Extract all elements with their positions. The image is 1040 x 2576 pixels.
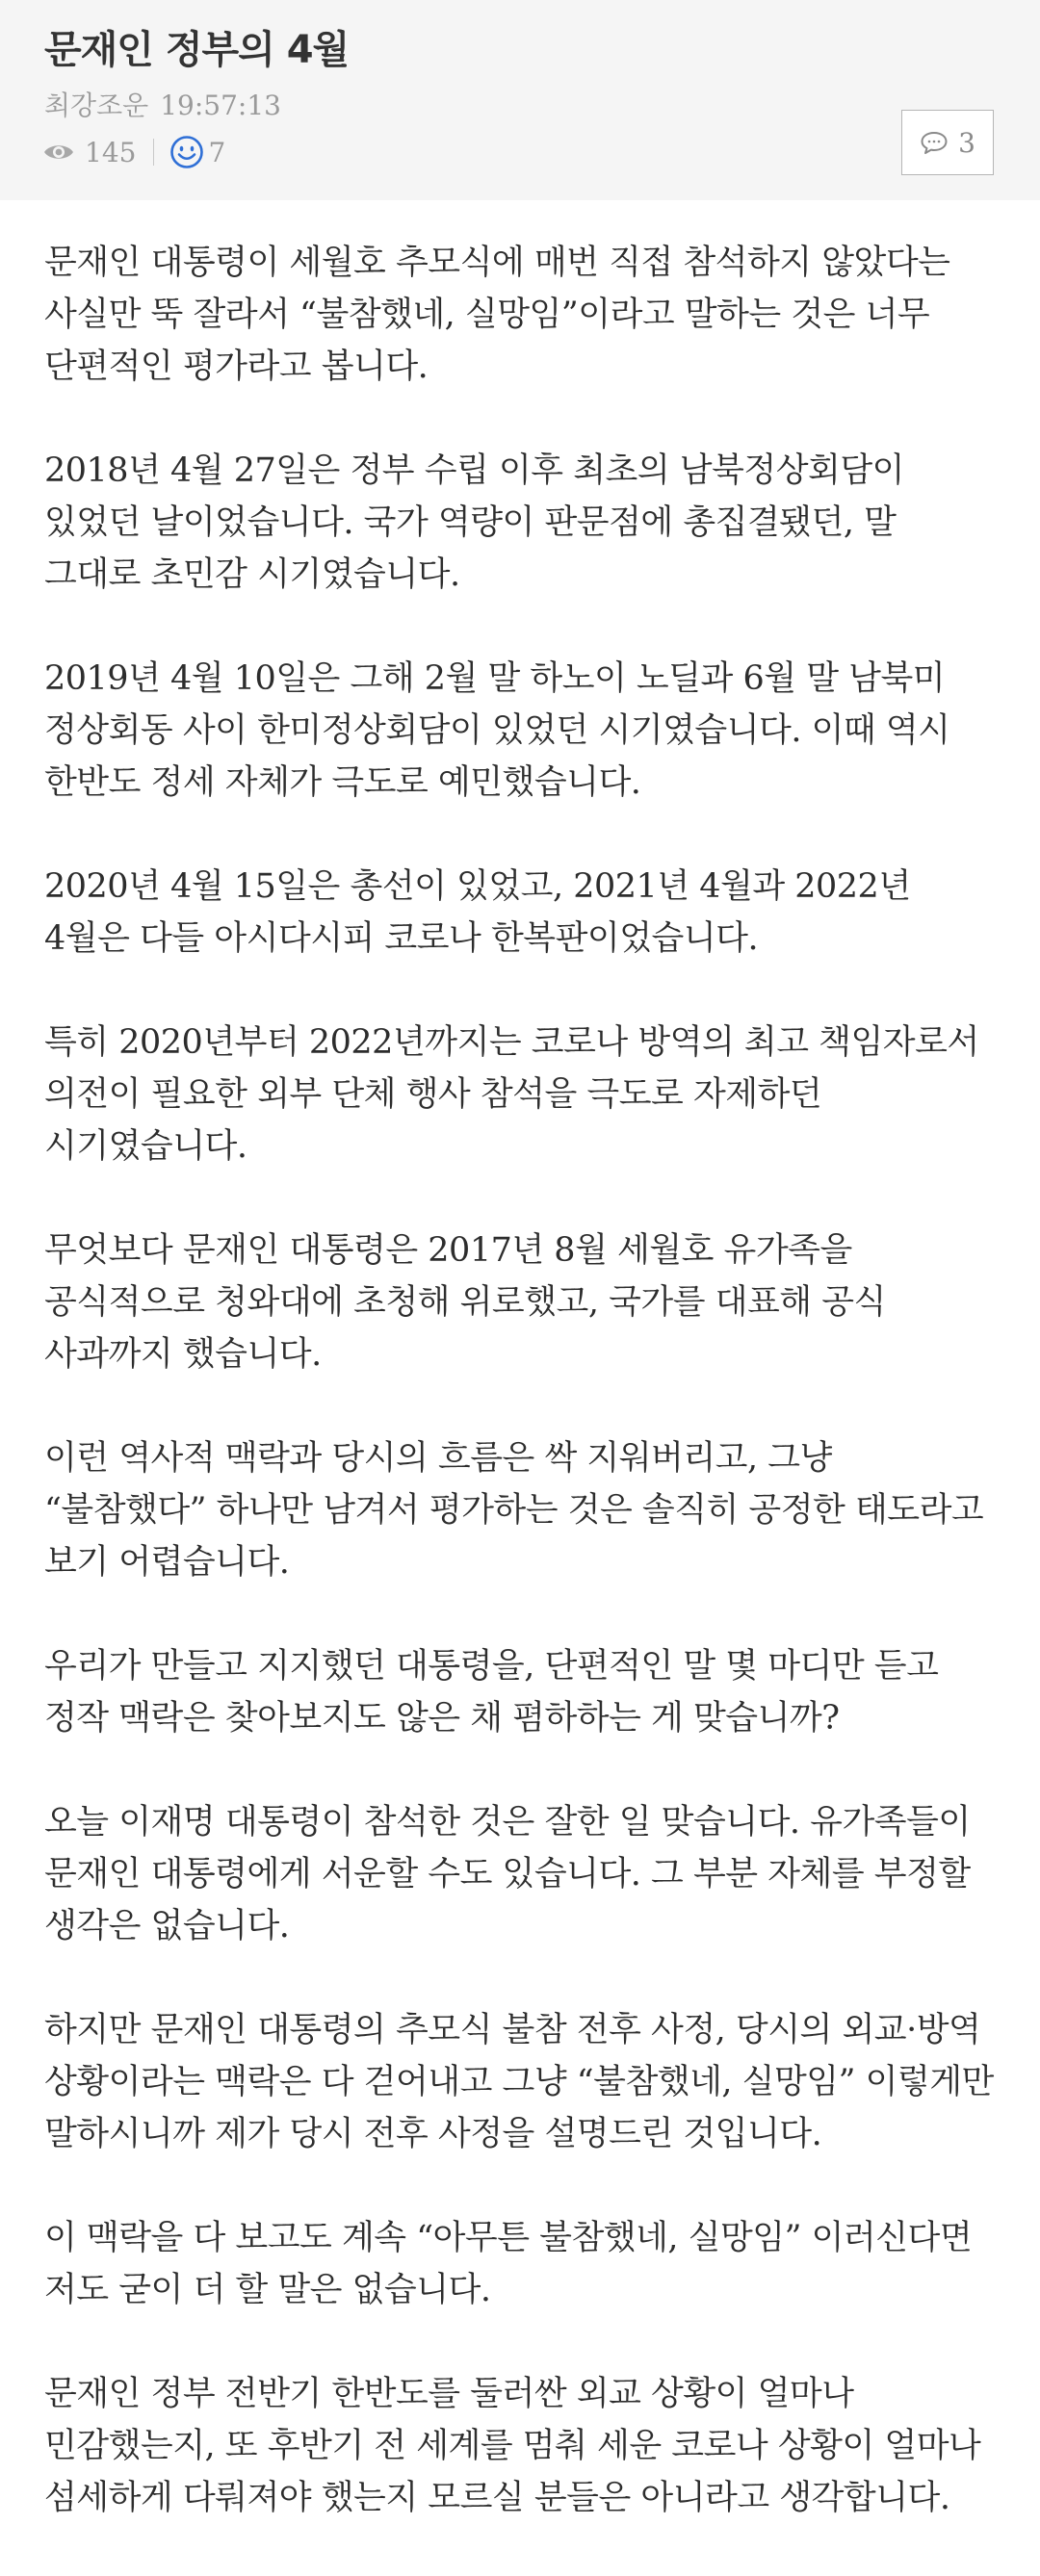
like-count: 7 [208, 136, 226, 168]
body-paragraph: 오늘 이재명 대통령이 참석한 것은 잘한 일 맞습니다. 유가족들이 문재인 대통령에게 서운할 수도 있습니다. 그 부분 자체를 부정할 생각은 없습니다. [44, 1803, 971, 1945]
smile-icon[interactable] [169, 135, 204, 169]
post-title: 문재인 정부의 4월 [44, 28, 350, 72]
eye-icon [42, 142, 75, 163]
body-paragraph: 우리가 만들고 지지했던 대통령을, 단편적인 말 몇 마디만 듣고 정작 맥락은 찾아보지도 않은 채 폄하하는 게 맞습니까? [44, 1647, 939, 1738]
post-body [44, 237, 998, 2576]
stats-divider [153, 139, 154, 166]
body-paragraph: 이 맥락을 다 보고도 계속 “아무튼 불참했네, 실망임” 이러신다면 저도 굳이 더 할 말은 없습니다. [44, 2219, 973, 2309]
body-paragraph: 무엇보다 문재인 대통령은 2017년 8월 세월호 유가족을 공식적으로 청와대에 초청해 위로했고, 국가를 대표해 공식 사과까지 했습니다. [44, 1231, 886, 1374]
body-paragraph: 2018년 4월 27일은 정부 수립 이후 최초의 남북정상회담이 있었던 날이었습니다. 국가 역량이 판문점에 총집결됐던, 말 그대로 초민감 시기였습니다. [44, 451, 904, 594]
body-paragraph: 2019년 4월 10일은 그해 2월 말 하노이 노딜과 6월 말 남북미 정상회동 사이 한미정상회담이 있었던 시기였습니다. 이때 역시 한반도 정세 자체가 극도로 예민했습니다. [44, 659, 950, 802]
speech-bubble-icon [920, 130, 949, 155]
comment-count-button[interactable] [901, 110, 994, 175]
view-count: 145 [85, 136, 137, 168]
body-paragraph: 하지만 문재인 대통령의 추모식 불참 전후 사정, 당시의 외교·방역 상황이라는 맥락은 다 걷어내고 그냥 “불참했네, 실망임” 이렇게만 말하시니까 제가 당시 전후 사정을 설명드린 것입니다. [44, 2011, 994, 2153]
post-stats [42, 133, 225, 171]
comment-count: 3 [958, 126, 975, 159]
post-header [0, 0, 1040, 200]
post-time: 19:57:13 [160, 90, 281, 121]
author-name[interactable]: 최강조운 [44, 90, 149, 121]
body-paragraph: 문재인 대통령이 세월호 추모식에 매번 직접 참석하지 않았다는 사실만 뚝 잘라서 “불참했네, 실망임”이라고 말하는 것은 너무 단편적인 평가라고 봅니다. [44, 244, 950, 386]
body-paragraph: 이런 역사적 맥락과 당시의 흐름은 싹 지워버리고, 그냥 “불참했다” 하나만 남겨서 평가하는 것은 솔직히 공정한 태도라고 보기 어렵습니다. [44, 1439, 984, 1582]
post-meta [44, 85, 281, 123]
body-paragraph: 문재인 정부 전반기 한반도를 둘러싼 외교 상황이 얼마나 민감했는지, 또 후반기 전 세계를 멈춰 세운 코로나 상황이 얼마나 섬세하게 다뤄져야 했는지 모르실 분들은 아니라고 생각합니다. [44, 2375, 981, 2517]
body-paragraph: 특히 2020년부터 2022년까지는 코로나 방역의 최고 책임자로서 의전이 필요한 외부 단체 행사 참석을 극도로 자제하던 시기였습니다. [44, 1023, 979, 1166]
body-paragraph: 2020년 4월 15일은 총선이 있었고, 2021년 4월과 2022년 4월은 다들 아시다시피 코로나 한복판이었습니다. [44, 867, 911, 958]
